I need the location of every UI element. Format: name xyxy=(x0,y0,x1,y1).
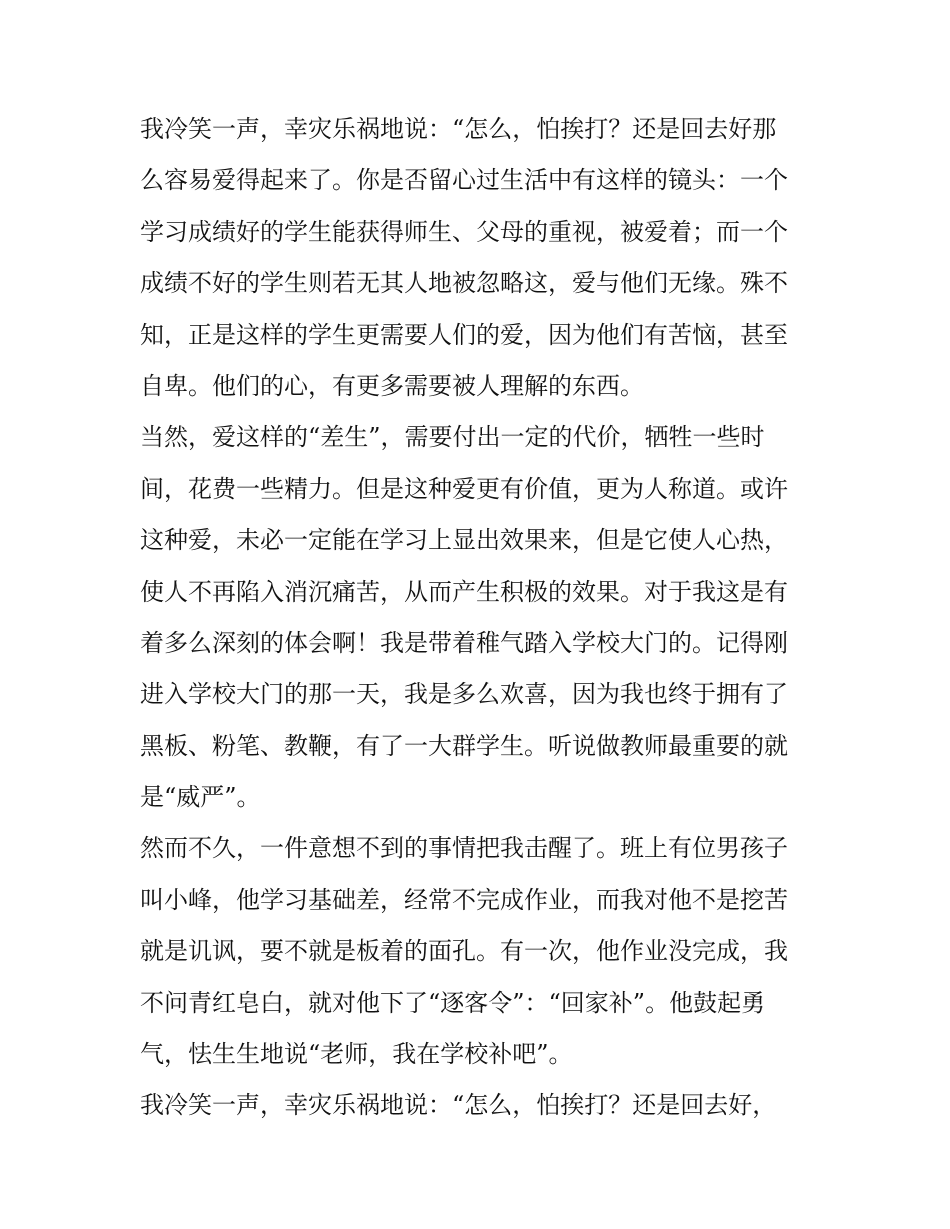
text-line: 着多么深刻的体会啊！我是带着稚气踏入学校大门的。记得刚 xyxy=(140,628,788,657)
body-text xyxy=(140,104,820,1132)
text-line: 我冷笑一声，幸灾乐祸地说：“怎么，怕挨打？还是回去好， xyxy=(140,1091,777,1120)
text-line: 就是讥讽，要不就是板着的面孔。有一次，他作业没完成，我 xyxy=(140,937,788,966)
text-line: 当然，爱这样的“差生”，需要付出一定的代价，牺牲一些时 xyxy=(140,423,765,452)
text-line: 么容易爱得起来了。你是否留心过生活中有这样的镜头：一个 xyxy=(140,166,788,195)
text-line: 进入学校大门的那一天，我是多么欢喜，因为我也终于拥有了 xyxy=(140,680,788,709)
text-line: 气，怯生生地说“老师，我在学校补吧”。 xyxy=(140,1040,573,1069)
text-line: 黑板、粉笔、教鞭，有了一大群学生。听说做教师最重要的就 xyxy=(140,731,788,760)
text-line: 是“威严”。 xyxy=(140,783,261,812)
text-line: 知，正是这样的学生更需要人们的爱，因为他们有苦恼，甚至 xyxy=(140,320,788,349)
text-line: 这种爱，未必一定能在学习上显出效果来，但是它使人心热， xyxy=(140,526,788,555)
text-line: 然而不久，一件意想不到的事情把我击醒了。班上有位男孩子 xyxy=(140,834,788,863)
text-line: 叫小峰，他学习基础差，经常不完成作业，而我对他不是挖苦 xyxy=(140,885,788,914)
text-line: 间，花费一些精力。但是这种爱更有价值，更为人称道。或许 xyxy=(140,474,788,503)
text-line: 我冷笑一声，幸灾乐祸地说：“怎么，怕挨打？还是回去好那 xyxy=(140,115,777,143)
text-line: 使人不再陷入消沉痛苦，从而产生积极的效果。对于我这是有 xyxy=(140,577,788,606)
text-line: 自卑。他们的心，有更多需要被人理解的东西。 xyxy=(140,371,644,400)
text-line: 不问青红皂白，就对他下了“逐客令”：“回家补”。他鼓起勇 xyxy=(140,988,766,1017)
text-line: 成绩不好的学生则若无其人地被忽略这，爱与他们无缘。殊不 xyxy=(140,269,788,298)
text-line: 学习成绩好的学生能获得师生、父母的重视，被爱着；而一个 xyxy=(140,217,788,246)
